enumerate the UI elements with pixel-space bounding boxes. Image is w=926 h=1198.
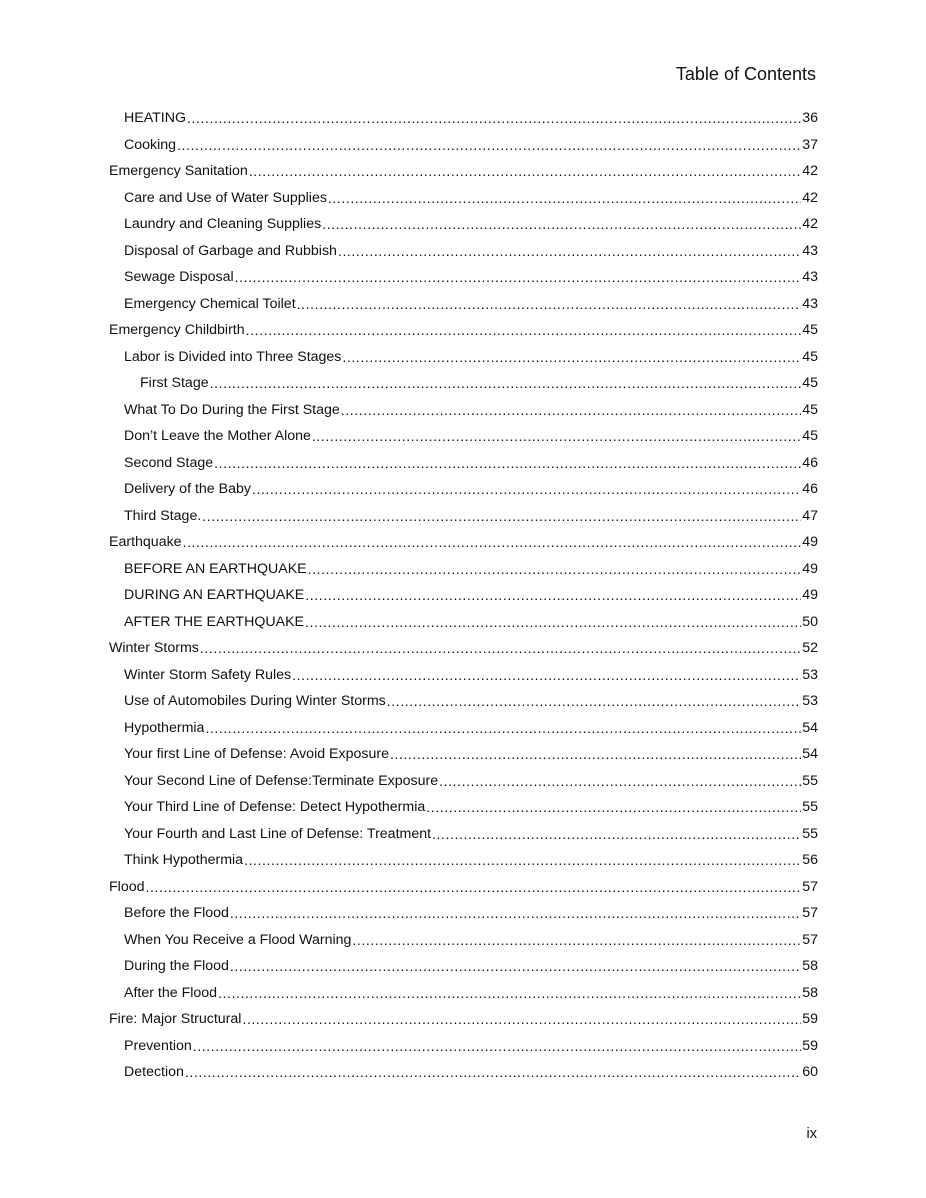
toc-entry[interactable] — [109, 1059, 818, 1086]
toc-entry-label: Labor is Divided into Three Stages — [124, 348, 342, 365]
toc-entry-label: Emergency Chemical Toilet — [124, 295, 296, 312]
toc-entry[interactable] — [109, 132, 818, 159]
dot-leader — [341, 403, 801, 417]
toc-entry[interactable] — [109, 980, 818, 1007]
table-of-contents — [109, 105, 818, 1086]
toc-entry[interactable] — [109, 662, 818, 689]
toc-entry-label: DURING AN EARTHQUAKE — [124, 587, 305, 604]
dot-leader — [338, 244, 801, 258]
toc-entry-label: Think Hypothermia — [124, 852, 244, 869]
toc-entry-label: Hypothermia — [124, 719, 205, 736]
toc-entry-page: 59 — [802, 1037, 818, 1054]
toc-entry[interactable] — [109, 344, 818, 371]
toc-entry[interactable] — [109, 741, 818, 768]
toc-entry-page: 43 — [802, 242, 818, 259]
toc-entry-label: AFTER THE EARTHQUAKE — [124, 613, 305, 630]
toc-entry-label: Prevention — [124, 1037, 192, 1054]
toc-entry-label: Detection — [124, 1064, 184, 1081]
toc-entry[interactable] — [109, 556, 818, 583]
toc-entry-label: Cooking — [124, 136, 177, 153]
toc-entry-label: What To Do During the First Stage — [124, 401, 340, 418]
dot-leader — [322, 217, 801, 231]
dot-leader — [183, 535, 802, 549]
toc-entry-page: 59 — [802, 1011, 818, 1028]
toc-entry-page: 56 — [802, 852, 818, 869]
toc-entry-label: Your first Line of Defense: Avoid Exposure — [124, 746, 389, 763]
toc-entry[interactable] — [109, 847, 818, 874]
toc-entry-label: Winter Storms — [109, 640, 199, 657]
toc-entry[interactable] — [109, 503, 818, 530]
toc-entry-page: 45 — [802, 428, 818, 445]
dot-leader — [230, 959, 801, 973]
toc-entry-label: Delivery of the Baby — [124, 481, 251, 498]
toc-entry-page: 49 — [802, 560, 818, 577]
toc-entry-page: 42 — [802, 163, 818, 180]
toc-entry-page: 37 — [802, 136, 818, 153]
toc-entry-page: 55 — [802, 799, 818, 816]
toc-entry-page: 46 — [802, 481, 818, 498]
toc-entry-label: Sewage Disposal — [124, 269, 234, 286]
dot-leader — [246, 323, 802, 337]
toc-entry-label: Emergency Childbirth — [109, 322, 245, 339]
toc-entry[interactable] — [109, 927, 818, 954]
toc-entry[interactable] — [109, 874, 818, 901]
toc-entry-page: 45 — [802, 322, 818, 339]
dot-leader — [352, 933, 801, 947]
toc-entry-label: Second Stage — [124, 454, 214, 471]
toc-entry-label: Care and Use of Water Supplies — [124, 189, 327, 206]
toc-entry-page: 57 — [802, 931, 818, 948]
dot-leader — [297, 297, 802, 311]
dot-leader — [230, 906, 801, 920]
toc-entry-page: 42 — [802, 189, 818, 206]
toc-entry-page: 43 — [802, 269, 818, 286]
toc-entry-label: Winter Storm Safety Rules — [124, 666, 292, 683]
toc-entry-page: 49 — [802, 587, 818, 604]
toc-entry-page: 42 — [802, 216, 818, 233]
toc-entry-label: Your Third Line of Defense: Detect Hypothermia — [124, 799, 426, 816]
toc-entry-page: 49 — [802, 534, 818, 551]
toc-entry[interactable] — [109, 715, 818, 742]
toc-entry-page: 45 — [802, 348, 818, 365]
dot-leader — [185, 1065, 801, 1079]
dot-leader — [439, 774, 801, 788]
toc-entry[interactable] — [109, 264, 818, 291]
toc-entry[interactable] — [109, 688, 818, 715]
toc-entry-page: 55 — [802, 825, 818, 842]
toc-entry-page: 36 — [802, 110, 818, 127]
toc-entry[interactable] — [109, 768, 818, 795]
toc-entry-label: BEFORE AN EARTHQUAKE — [124, 560, 307, 577]
toc-entry[interactable] — [109, 238, 818, 265]
toc-entry-page: 57 — [802, 905, 818, 922]
dot-leader — [426, 800, 801, 814]
toc-entry-page: 52 — [802, 640, 818, 657]
toc-entry[interactable] — [109, 635, 818, 662]
dot-leader — [305, 615, 801, 629]
toc-entry-page: 45 — [802, 401, 818, 418]
dot-leader — [305, 588, 801, 602]
toc-entry[interactable] — [109, 105, 818, 132]
dot-leader — [244, 853, 801, 867]
toc-entry[interactable] — [109, 900, 818, 927]
toc-entry[interactable] — [109, 370, 818, 397]
toc-entry-label: Flood — [109, 878, 145, 895]
toc-entry-page: 46 — [802, 454, 818, 471]
toc-entry-page: 50 — [802, 613, 818, 630]
toc-entry-page: 60 — [802, 1064, 818, 1081]
toc-entry-label: When You Receive a Flood Warning — [124, 931, 352, 948]
dot-leader — [328, 191, 801, 205]
dot-leader — [202, 509, 801, 523]
dot-leader — [187, 111, 801, 125]
toc-entry[interactable] — [109, 821, 818, 848]
toc-entry[interactable] — [109, 211, 818, 238]
toc-entry-page: 57 — [802, 878, 818, 895]
dot-leader — [214, 456, 801, 470]
dot-leader — [308, 562, 802, 576]
toc-entry-page: 53 — [802, 693, 818, 710]
dot-leader — [146, 880, 802, 894]
page-number: ix — [806, 1126, 817, 1142]
toc-entry[interactable] — [109, 953, 818, 980]
toc-entry-page: 55 — [802, 772, 818, 789]
toc-entry-label: Before the Flood — [124, 905, 229, 922]
toc-entry-page: 54 — [802, 746, 818, 763]
toc-entry[interactable] — [109, 1006, 818, 1033]
dot-leader — [177, 138, 801, 152]
dot-leader — [235, 270, 802, 284]
toc-entry[interactable] — [109, 397, 818, 424]
dot-leader — [342, 350, 801, 364]
toc-entry[interactable] — [109, 158, 818, 185]
toc-entry-label: Use of Automobiles During Winter Storms — [124, 693, 386, 710]
toc-entry-page: 54 — [802, 719, 818, 736]
dot-leader — [249, 164, 801, 178]
toc-entry-label: Don’t Leave the Mother Alone — [124, 428, 311, 445]
toc-entry-label: Third Stage. — [124, 507, 202, 524]
dot-leader — [387, 694, 801, 708]
toc-entry[interactable] — [109, 582, 818, 609]
toc-entry[interactable] — [109, 1033, 818, 1060]
toc-entry-label: Disposal of Garbage and Rubbish — [124, 242, 337, 259]
dot-leader — [200, 641, 801, 655]
page-header-title: Table of Contents — [675, 64, 816, 84]
toc-entry-page: 47 — [802, 507, 818, 524]
toc-entry-label: Emergency Sanitation — [109, 163, 248, 180]
toc-entry-page: 58 — [802, 958, 818, 975]
toc-entry-label: Your Fourth and Last Line of Defense: Treatment — [124, 825, 432, 842]
toc-entry-page: 45 — [802, 375, 818, 392]
toc-entry[interactable] — [109, 609, 818, 636]
dot-leader — [242, 1012, 801, 1026]
dot-leader — [432, 827, 801, 841]
toc-entry[interactable] — [109, 476, 818, 503]
toc-entry[interactable] — [109, 450, 818, 477]
toc-entry-label: HEATING — [124, 110, 187, 127]
toc-entry-label: During the Flood — [124, 958, 229, 975]
dot-leader — [193, 1039, 801, 1053]
dot-leader — [292, 668, 801, 682]
toc-entry[interactable] — [109, 423, 818, 450]
toc-entry-page: 53 — [802, 666, 818, 683]
toc-entry[interactable] — [109, 185, 818, 212]
dot-leader — [218, 986, 801, 1000]
toc-entry-page: 43 — [802, 295, 818, 312]
toc-entry-label: First Stage — [140, 375, 209, 392]
toc-entry-label: Earthquake — [109, 534, 182, 551]
dot-leader — [210, 376, 802, 390]
toc-entry-label: Your Second Line of Defense:Terminate Exposure — [124, 772, 439, 789]
dot-leader — [390, 747, 801, 761]
toc-entry-label: Fire: Major Structural — [109, 1011, 242, 1028]
toc-entry-page: 58 — [802, 984, 818, 1001]
toc-entry-label: After the Flood — [124, 984, 218, 1001]
dot-leader — [312, 429, 801, 443]
dot-leader — [252, 482, 801, 496]
dot-leader — [205, 721, 801, 735]
toc-entry[interactable] — [109, 794, 818, 821]
toc-entry-label: Laundry and Cleaning Supplies — [124, 216, 322, 233]
toc-entry[interactable] — [109, 529, 818, 556]
toc-entry[interactable] — [109, 291, 818, 318]
toc-entry[interactable] — [109, 317, 818, 344]
